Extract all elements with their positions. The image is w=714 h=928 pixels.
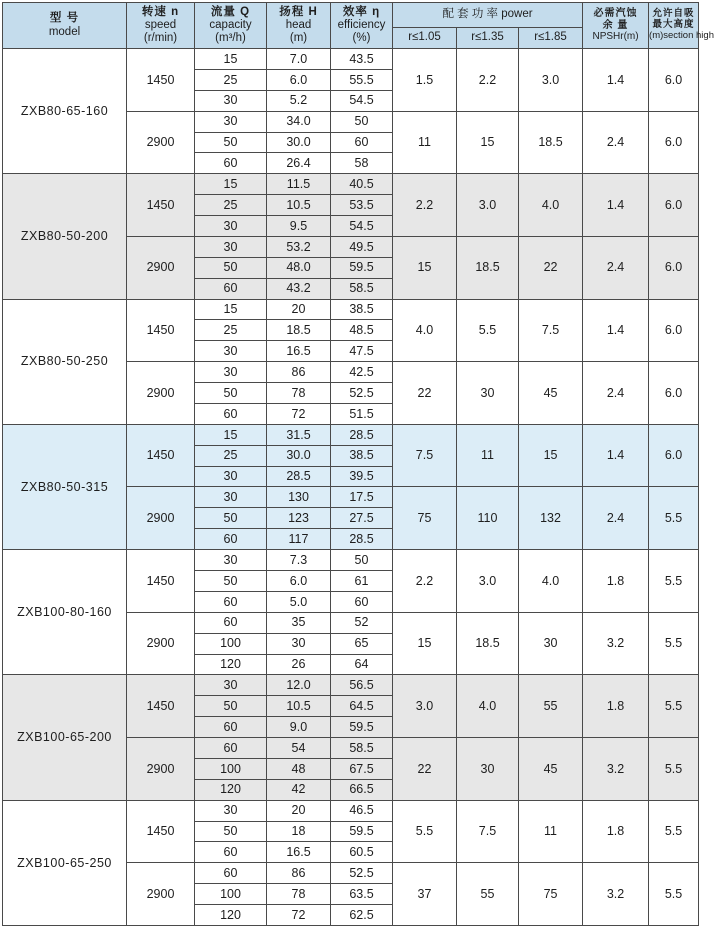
npsh-cell: 2.4 <box>583 487 649 550</box>
pump-performance-table <box>2 2 714 926</box>
efficiency-cell: 28.5 <box>331 424 393 445</box>
table-row <box>3 675 699 696</box>
efficiency-cell: 49.5 <box>331 236 393 257</box>
efficiency-cell: 53.5 <box>331 195 393 216</box>
power-r185-cell: 45 <box>519 362 583 425</box>
capacity-cell: 50 <box>195 257 267 278</box>
head-cell: 5.0 <box>267 591 331 612</box>
npsh-cell: 2.4 <box>583 236 649 299</box>
power-r185-cell: 15 <box>519 424 583 487</box>
table-row <box>3 49 699 70</box>
table-row <box>3 550 699 571</box>
power-r135-cell: 3.0 <box>457 174 519 237</box>
capacity-cell: 30 <box>195 675 267 696</box>
model-header-en: model <box>48 25 81 38</box>
head-cell: 28.5 <box>267 466 331 487</box>
head-cell: 9.0 <box>267 717 331 738</box>
capacity-header-en: capacity <box>209 18 252 31</box>
power-r135-cell: 5.5 <box>457 299 519 362</box>
capacity-cell: 30 <box>195 466 267 487</box>
capacity-cell: 30 <box>195 341 267 362</box>
head-header-unit: (m) <box>289 32 308 45</box>
npsh-cell: 3.2 <box>583 863 649 926</box>
power-r185-cell: 3.0 <box>519 49 583 112</box>
efficiency-cell: 59.5 <box>331 821 393 842</box>
table-row <box>3 299 699 320</box>
capacity-cell: 30 <box>195 90 267 111</box>
capacity-column-header <box>195 3 267 49</box>
speed-cell: 2900 <box>127 111 195 174</box>
power-col-header-r105: r≤1.05 <box>393 28 457 49</box>
power-r135-cell: 4.0 <box>457 675 519 738</box>
head-cell: 20 <box>267 800 331 821</box>
npsh-cell: 1.8 <box>583 800 649 863</box>
power-r135-cell: 110 <box>457 487 519 550</box>
power-r105-cell: 2.2 <box>393 550 457 613</box>
model-name-cell: ZXB100-65-200 <box>3 675 127 800</box>
model-name-cell: ZXB80-50-315 <box>3 424 127 549</box>
speed-cell: 1450 <box>127 49 195 112</box>
efficiency-cell: 64.5 <box>331 696 393 717</box>
head-cell: 16.5 <box>267 842 331 863</box>
model-block <box>3 174 699 299</box>
capacity-cell: 50 <box>195 571 267 592</box>
efficiency-cell: 64 <box>331 654 393 675</box>
power-r185-cell: 4.0 <box>519 174 583 237</box>
capacity-cell: 100 <box>195 633 267 654</box>
efficiency-column-header <box>331 3 393 49</box>
head-cell: 30 <box>267 633 331 654</box>
table-row <box>3 800 699 821</box>
efficiency-cell: 59.5 <box>331 717 393 738</box>
power-r135-cell: 18.5 <box>457 612 519 675</box>
npsh-cell: 2.4 <box>583 111 649 174</box>
capacity-cell: 50 <box>195 696 267 717</box>
head-header-en: head <box>285 18 312 31</box>
power-r105-cell: 1.5 <box>393 49 457 112</box>
speed-cell: 2900 <box>127 863 195 926</box>
capacity-cell: 15 <box>195 299 267 320</box>
npsh-cell: 1.4 <box>583 49 649 112</box>
power-r135-cell: 11 <box>457 424 519 487</box>
suction-height-cell: 5.5 <box>649 863 699 926</box>
power-r185-cell: 30 <box>519 612 583 675</box>
head-cell: 86 <box>267 863 331 884</box>
efficiency-cell: 42.5 <box>331 362 393 383</box>
power-r105-cell: 7.5 <box>393 424 457 487</box>
suction-column-header <box>649 3 714 49</box>
head-cell: 7.3 <box>267 550 331 571</box>
power-r105-cell: 2.2 <box>393 174 457 237</box>
power-r105-cell: 15 <box>393 612 457 675</box>
head-cell: 72 <box>267 905 331 926</box>
capacity-cell: 60 <box>195 278 267 299</box>
suction-height-cell: 5.5 <box>649 675 699 738</box>
head-cell: 42 <box>267 779 331 800</box>
capacity-cell: 60 <box>195 153 267 174</box>
efficiency-cell: 54.5 <box>331 90 393 111</box>
efficiency-cell: 60 <box>331 591 393 612</box>
head-cell: 7.0 <box>267 49 331 70</box>
speed-column-header <box>127 3 195 49</box>
head-cell: 43.2 <box>267 278 331 299</box>
power-r185-cell: 55 <box>519 675 583 738</box>
efficiency-cell: 62.5 <box>331 905 393 926</box>
head-cell: 26.4 <box>267 153 331 174</box>
power-r185-cell: 7.5 <box>519 299 583 362</box>
suction-height-cell: 5.5 <box>649 487 699 550</box>
suction-height-cell: 5.5 <box>649 738 699 801</box>
model-name-cell: ZXB100-65-250 <box>3 800 127 925</box>
efficiency-cell: 60.5 <box>331 842 393 863</box>
capacity-cell: 120 <box>195 779 267 800</box>
capacity-cell: 30 <box>195 550 267 571</box>
speed-cell: 2900 <box>127 362 195 425</box>
table-row <box>3 174 699 195</box>
efficiency-header-en: efficiency <box>337 18 386 31</box>
head-cell: 18.5 <box>267 320 331 341</box>
capacity-cell: 60 <box>195 403 267 424</box>
power-r135-cell: 18.5 <box>457 236 519 299</box>
speed-cell: 1450 <box>127 675 195 738</box>
power-r185-cell: 132 <box>519 487 583 550</box>
npsh-header-cn-2: 余 量 <box>602 19 629 31</box>
efficiency-cell: 55.5 <box>331 69 393 90</box>
table-header <box>3 3 714 49</box>
efficiency-cell: 63.5 <box>331 884 393 905</box>
efficiency-cell: 58.5 <box>331 278 393 299</box>
head-cell: 48 <box>267 758 331 779</box>
suction-height-cell: 5.5 <box>649 800 699 863</box>
speed-cell: 1450 <box>127 174 195 237</box>
efficiency-cell: 39.5 <box>331 466 393 487</box>
capacity-cell: 30 <box>195 216 267 237</box>
head-cell: 16.5 <box>267 341 331 362</box>
power-r105-cell: 22 <box>393 362 457 425</box>
npsh-cell: 1.4 <box>583 299 649 362</box>
efficiency-cell: 38.5 <box>331 445 393 466</box>
capacity-cell: 30 <box>195 236 267 257</box>
capacity-cell: 15 <box>195 424 267 445</box>
npsh-cell: 3.2 <box>583 612 649 675</box>
speed-cell: 1450 <box>127 299 195 362</box>
efficiency-cell: 59.5 <box>331 257 393 278</box>
head-cell: 5.2 <box>267 90 331 111</box>
efficiency-cell: 67.5 <box>331 758 393 779</box>
efficiency-cell: 17.5 <box>331 487 393 508</box>
model-block <box>3 49 699 174</box>
efficiency-cell: 56.5 <box>331 675 393 696</box>
capacity-cell: 30 <box>195 800 267 821</box>
head-cell: 9.5 <box>267 216 331 237</box>
power-r105-cell: 4.0 <box>393 299 457 362</box>
capacity-cell: 60 <box>195 863 267 884</box>
power-r105-cell: 22 <box>393 738 457 801</box>
efficiency-header-unit: (%) <box>352 32 371 45</box>
efficiency-cell: 54.5 <box>331 216 393 237</box>
power-group-header: 配 套 功 率 power <box>393 3 583 28</box>
suction-height-cell: 5.5 <box>649 612 699 675</box>
head-cell: 72 <box>267 403 331 424</box>
head-cell: 123 <box>267 508 331 529</box>
capacity-cell: 60 <box>195 612 267 633</box>
npsh-cell: 2.4 <box>583 362 649 425</box>
npsh-header-cn-1: 必需汽蚀 <box>593 8 638 20</box>
head-cell: 10.5 <box>267 195 331 216</box>
suction-height-cell: 6.0 <box>649 174 699 237</box>
power-r185-cell: 75 <box>519 863 583 926</box>
head-cell: 31.5 <box>267 424 331 445</box>
head-cell: 30.0 <box>267 445 331 466</box>
power-r135-cell: 3.0 <box>457 550 519 613</box>
power-col-header-r185: r≤1.85 <box>519 28 583 49</box>
power-r105-cell: 11 <box>393 111 457 174</box>
capacity-cell: 60 <box>195 529 267 550</box>
model-block <box>3 550 699 675</box>
power-r185-cell: 45 <box>519 738 583 801</box>
suction-height-cell: 5.5 <box>649 550 699 613</box>
efficiency-cell: 28.5 <box>331 529 393 550</box>
efficiency-cell: 65 <box>331 633 393 654</box>
power-r105-cell: 5.5 <box>393 800 457 863</box>
speed-cell: 2900 <box>127 738 195 801</box>
head-cell: 26 <box>267 654 331 675</box>
capacity-cell: 50 <box>195 132 267 153</box>
efficiency-header-cn: 效率 η <box>342 5 381 18</box>
efficiency-cell: 50 <box>331 111 393 132</box>
npsh-cell: 1.8 <box>583 550 649 613</box>
power-r135-cell: 7.5 <box>457 800 519 863</box>
speed-header-unit: (r/min) <box>143 32 178 45</box>
head-cell: 86 <box>267 362 331 383</box>
head-cell: 48.0 <box>267 257 331 278</box>
capacity-cell: 60 <box>195 842 267 863</box>
capacity-cell: 50 <box>195 383 267 404</box>
capacity-cell: 30 <box>195 487 267 508</box>
power-r185-cell: 4.0 <box>519 550 583 613</box>
suction-height-cell: 6.0 <box>649 299 699 362</box>
head-cell: 6.0 <box>267 571 331 592</box>
efficiency-cell: 58 <box>331 153 393 174</box>
head-cell: 20 <box>267 299 331 320</box>
npsh-cell: 1.8 <box>583 675 649 738</box>
efficiency-cell: 60 <box>331 132 393 153</box>
efficiency-cell: 52.5 <box>331 863 393 884</box>
model-block <box>3 424 699 549</box>
npsh-cell: 3.2 <box>583 738 649 801</box>
suction-header-cn-2: 最大高度 <box>652 19 695 31</box>
head-cell: 10.5 <box>267 696 331 717</box>
capacity-header-cn: 流量 Q <box>210 5 251 18</box>
capacity-cell: 30 <box>195 362 267 383</box>
capacity-cell: 25 <box>195 320 267 341</box>
efficiency-cell: 40.5 <box>331 174 393 195</box>
power-r185-cell: 18.5 <box>519 111 583 174</box>
head-cell: 130 <box>267 487 331 508</box>
power-r135-cell: 30 <box>457 738 519 801</box>
head-cell: 11.5 <box>267 174 331 195</box>
capacity-cell: 120 <box>195 905 267 926</box>
capacity-cell: 50 <box>195 508 267 529</box>
power-r185-cell: 11 <box>519 800 583 863</box>
speed-cell: 1450 <box>127 424 195 487</box>
efficiency-cell: 47.5 <box>331 341 393 362</box>
capacity-cell: 25 <box>195 69 267 90</box>
capacity-cell: 25 <box>195 445 267 466</box>
model-block <box>3 299 699 424</box>
model-column-header <box>3 3 127 49</box>
efficiency-cell: 51.5 <box>331 403 393 424</box>
efficiency-cell: 58.5 <box>331 738 393 759</box>
efficiency-cell: 43.5 <box>331 49 393 70</box>
power-r185-cell: 22 <box>519 236 583 299</box>
efficiency-cell: 27.5 <box>331 508 393 529</box>
npsh-header-en: NPSHr(m) <box>592 31 639 43</box>
head-cell: 34.0 <box>267 111 331 132</box>
capacity-cell: 60 <box>195 738 267 759</box>
power-r135-cell: 2.2 <box>457 49 519 112</box>
power-r105-cell: 15 <box>393 236 457 299</box>
model-name-cell: ZXB80-50-250 <box>3 299 127 424</box>
suction-header-cn-1: 允许自吸 <box>652 8 695 20</box>
power-r135-cell: 15 <box>457 111 519 174</box>
power-r105-cell: 37 <box>393 863 457 926</box>
model-block <box>3 800 699 925</box>
capacity-cell: 60 <box>195 591 267 612</box>
suction-height-cell: 6.0 <box>649 362 699 425</box>
efficiency-cell: 52.5 <box>331 383 393 404</box>
head-cell: 78 <box>267 383 331 404</box>
suction-header-en: (m)section high <box>649 29 714 41</box>
power-r105-cell: 75 <box>393 487 457 550</box>
power-r135-cell: 55 <box>457 863 519 926</box>
capacity-cell: 30 <box>195 111 267 132</box>
model-block <box>3 675 699 800</box>
efficiency-cell: 38.5 <box>331 299 393 320</box>
speed-cell: 1450 <box>127 800 195 863</box>
suction-height-cell: 6.0 <box>649 424 699 487</box>
speed-cell: 1450 <box>127 550 195 613</box>
capacity-cell: 50 <box>195 821 267 842</box>
efficiency-cell: 46.5 <box>331 800 393 821</box>
speed-header-cn: 转速 n <box>141 5 180 18</box>
capacity-header-unit: (m³/h) <box>215 32 246 45</box>
head-column-header <box>267 3 331 49</box>
efficiency-cell: 66.5 <box>331 779 393 800</box>
capacity-cell: 60 <box>195 717 267 738</box>
head-cell: 12.0 <box>267 675 331 696</box>
head-cell: 18 <box>267 821 331 842</box>
suction-height-cell: 6.0 <box>649 111 699 174</box>
capacity-cell: 100 <box>195 758 267 779</box>
suction-height-cell: 6.0 <box>649 236 699 299</box>
model-name-cell: ZXB80-65-160 <box>3 49 127 174</box>
speed-cell: 2900 <box>127 487 195 550</box>
head-cell: 6.0 <box>267 69 331 90</box>
capacity-cell: 120 <box>195 654 267 675</box>
head-cell: 53.2 <box>267 236 331 257</box>
efficiency-cell: 50 <box>331 550 393 571</box>
npsh-column-header <box>583 3 649 49</box>
head-cell: 117 <box>267 529 331 550</box>
power-col-header-r135: r≤1.35 <box>457 28 519 49</box>
head-cell: 35 <box>267 612 331 633</box>
speed-header-en: speed <box>144 18 177 31</box>
model-header-cn: 型 号 <box>49 12 80 25</box>
head-cell: 54 <box>267 738 331 759</box>
head-cell: 30.0 <box>267 132 331 153</box>
speed-cell: 2900 <box>127 612 195 675</box>
capacity-cell: 15 <box>195 49 267 70</box>
suction-height-cell: 6.0 <box>649 49 699 112</box>
npsh-cell: 1.4 <box>583 174 649 237</box>
table-row <box>3 424 699 445</box>
capacity-cell: 15 <box>195 174 267 195</box>
efficiency-cell: 52 <box>331 612 393 633</box>
speed-cell: 2900 <box>127 236 195 299</box>
npsh-cell: 1.4 <box>583 424 649 487</box>
model-name-cell: ZXB80-50-200 <box>3 174 127 299</box>
capacity-cell: 25 <box>195 195 267 216</box>
efficiency-cell: 48.5 <box>331 320 393 341</box>
power-r105-cell: 3.0 <box>393 675 457 738</box>
capacity-cell: 100 <box>195 884 267 905</box>
model-name-cell: ZXB100-80-160 <box>3 550 127 675</box>
head-header-cn: 扬程 H <box>279 5 318 18</box>
power-r135-cell: 30 <box>457 362 519 425</box>
efficiency-cell: 61 <box>331 571 393 592</box>
head-cell: 78 <box>267 884 331 905</box>
